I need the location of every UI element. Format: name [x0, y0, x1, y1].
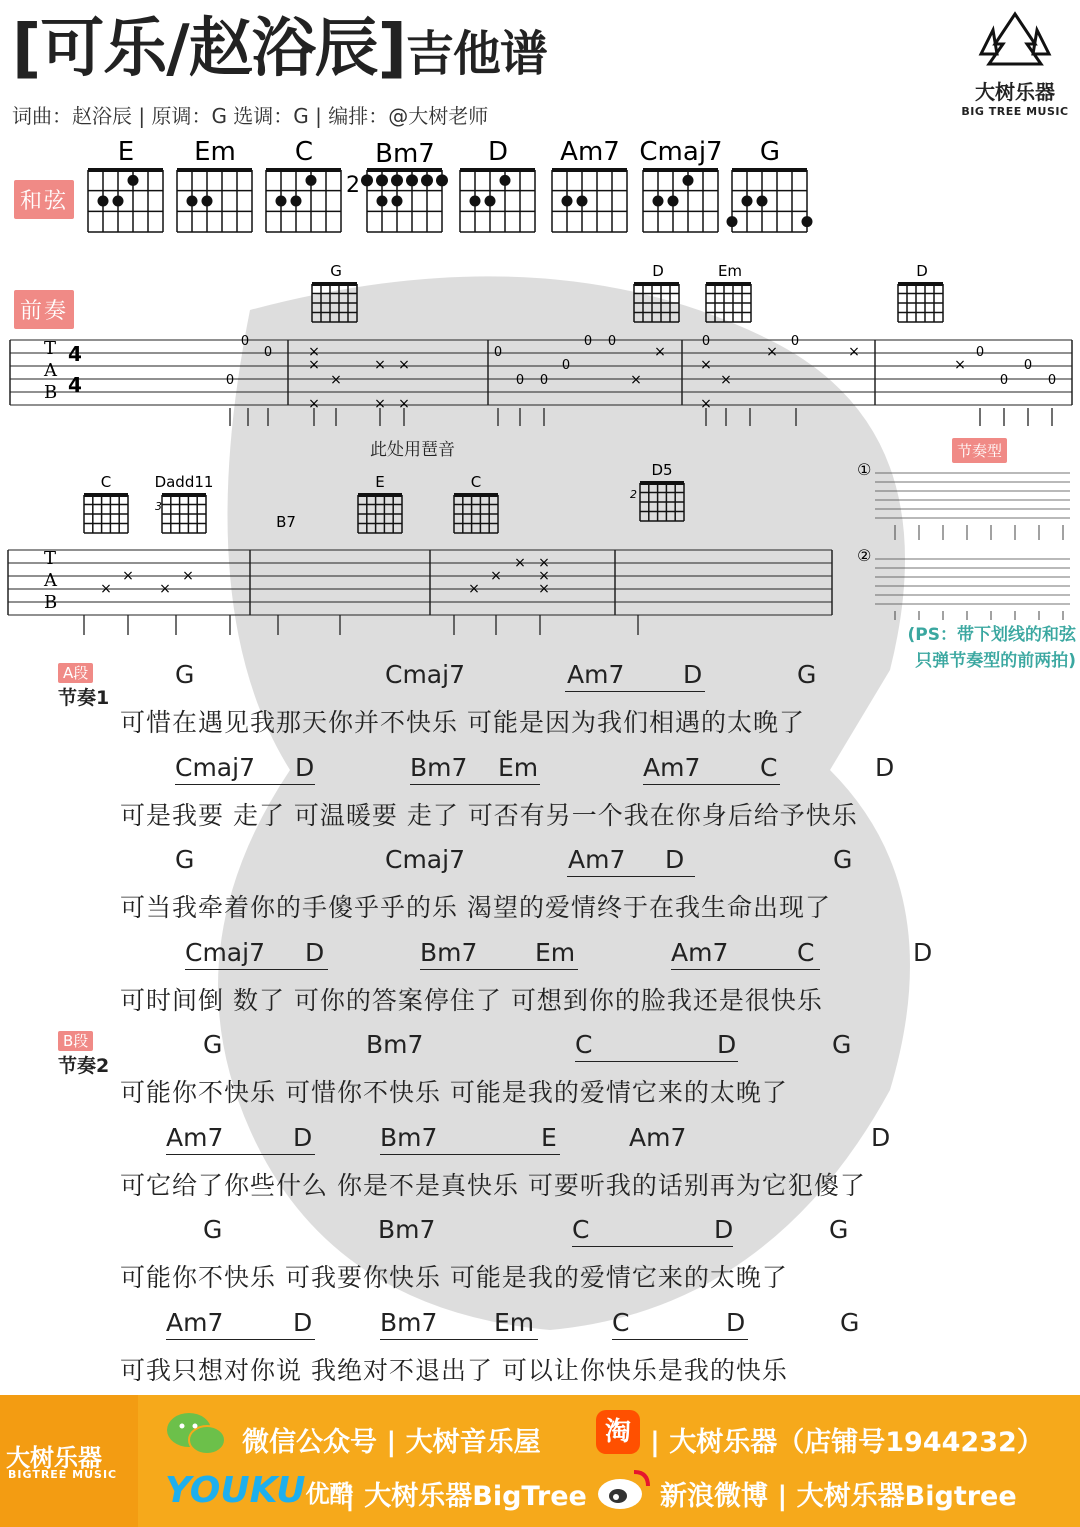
lyric-chord: G — [797, 660, 817, 689]
lyric-chord: Cmaj7 — [175, 752, 255, 782]
chord-underline — [166, 1154, 315, 1155]
finger-dot — [653, 196, 664, 207]
tab-number: 0 — [701, 334, 711, 349]
lyric-chord: Em — [494, 1307, 535, 1337]
lyric-chord: D — [305, 937, 325, 967]
chord-name-Cmaj7: Cmaj7 — [639, 137, 723, 167]
footer-brand-en: BIGTREE MUSIC — [8, 1468, 118, 1481]
chord-underline — [420, 969, 578, 970]
footer-taobao[interactable]: | 大树乐器（店铺号1944232） — [650, 1427, 1044, 1458]
lyric-chord: D — [293, 1122, 313, 1152]
chord-underline — [410, 784, 540, 785]
chord-diagram-Am7 — [552, 170, 627, 232]
intro-chord-grid-G — [312, 284, 357, 322]
intro-label: 前奏 — [14, 290, 74, 329]
lyric-chord: D — [875, 752, 895, 782]
chord-name-D: D — [487, 137, 509, 167]
tab-number: 0 — [975, 345, 985, 360]
tab-mute: × — [630, 372, 642, 388]
credits: 词曲：赵浴辰 | 原调：G 选调：G | 编排：@大树老师 — [12, 104, 489, 128]
rhythm-pattern-number: ② — [857, 546, 872, 565]
finger-dot — [742, 196, 753, 207]
lyric-chord: C — [572, 1215, 590, 1244]
tab-mute-2: × — [182, 568, 194, 584]
chord-diagram-D — [460, 170, 535, 232]
lyric-chord: Bm7 — [380, 1122, 438, 1152]
intro-chord-grid-D — [634, 284, 679, 322]
chord-name-Am7: Am7 — [560, 137, 620, 167]
tab-number: 0 — [1023, 358, 1033, 373]
chord-underline — [565, 691, 705, 692]
intro-chord-G: G — [330, 262, 342, 280]
chord-diagram-C — [266, 170, 341, 232]
tab-mute-2: × — [468, 581, 480, 597]
finger-dot — [577, 196, 588, 207]
finger-dot — [406, 174, 418, 186]
tab-mute: × — [654, 344, 666, 360]
lyric-chord: G — [175, 660, 195, 689]
lyric-chord: Am7 — [671, 937, 729, 967]
lyric-chord: D — [665, 845, 685, 874]
tab-letter-B: B — [44, 382, 58, 403]
lyric-chord: Bm7 — [380, 1307, 438, 1337]
chord-diagram-Bm7 — [361, 170, 448, 232]
intro-chord-grid-D — [898, 284, 943, 322]
tab-mute: × — [330, 372, 342, 388]
lyric-chord: D — [293, 1307, 313, 1337]
staff2-chord-Dadd11: Dadd11 — [154, 473, 214, 491]
lyric-chord: Bm7 — [420, 937, 478, 967]
tab-mute: × — [308, 344, 320, 360]
footer-wechat[interactable]: 微信公众号 | 大树音乐屋 — [242, 1427, 541, 1458]
chord-underline — [643, 784, 780, 785]
chord-diagram-Em — [177, 170, 252, 232]
finger-dot — [98, 196, 109, 207]
chord-underline — [185, 969, 328, 970]
chord-underline — [671, 969, 820, 970]
chord-underline — [575, 1061, 738, 1062]
tab-mute-2: × — [514, 555, 526, 571]
tab-mute: × — [374, 396, 386, 412]
lyric-chord: Em — [535, 937, 576, 967]
tab-mute-2: × — [538, 555, 550, 571]
tab-mute: × — [848, 344, 860, 360]
dadd11-fret-number: 3 — [155, 500, 162, 513]
tab-mute-2: × — [538, 581, 550, 597]
lyric-chord: D — [913, 937, 933, 967]
tab-number: 0 — [225, 373, 235, 388]
finger-dot — [392, 196, 403, 207]
tab-letter-T: T — [44, 338, 57, 359]
lyric-chord: D — [714, 1215, 734, 1244]
lyric-chord: C — [797, 937, 815, 967]
finger-dot — [276, 196, 287, 207]
lyric-line: 可能你不快乐 可惜你不快乐 可能是我的爱情它来的太晚了 — [120, 1078, 788, 1107]
lyric-line: 可它给了你些什么 你是不是真快乐 可要听我的话别再为它犯傻了 — [120, 1170, 866, 1200]
chord-diagram-Cmaj7 — [643, 170, 718, 232]
section-b — [58, 1030, 109, 1078]
tab-number: 0 — [561, 358, 571, 373]
tab-number: 0 — [263, 345, 273, 360]
lyric-chord: Am7 — [568, 845, 626, 874]
finger-dot — [802, 216, 813, 227]
chord-underline — [572, 1246, 733, 1247]
staff2-chord-D5: D5 — [651, 461, 673, 479]
finger-dot — [500, 175, 511, 186]
chord-name-C: C — [294, 137, 314, 167]
staff2-chord-C: C — [470, 473, 482, 491]
bm7-fret-number: 2 — [346, 173, 360, 198]
tab-number: 0 — [493, 345, 503, 360]
staff2-chord-grid-E — [358, 495, 402, 533]
lyric-chord: G — [840, 1307, 860, 1337]
staff2-chord-B7: B7 — [276, 513, 296, 531]
d5-fret-number: 2 — [630, 488, 637, 501]
lyric-chord: D — [683, 660, 703, 689]
arpeggio-note: 此处用琶音 — [370, 440, 455, 460]
tab-mute-2: × — [100, 581, 112, 597]
youku-logo: YOUKU优酷 — [165, 1470, 354, 1511]
intro-chord-Em: Em — [717, 262, 743, 280]
tab-mute: × — [954, 357, 966, 373]
tab-number: 0 — [240, 334, 250, 349]
rhythm-pattern-label: 节奏型 — [952, 438, 1007, 463]
lyric-chord: C — [612, 1307, 630, 1337]
lyric-line: 可能你不快乐 可我要你快乐 可能是我的爱情它来的太晚了 — [120, 1263, 788, 1292]
lyric-chord: Am7 — [629, 1122, 687, 1152]
chord-diagrams — [80, 130, 820, 240]
lyric-chord: D — [726, 1307, 746, 1337]
lyric-line: 可时间倒 数了 可你的答案停住了 可想到你的脸我还是很快乐 — [120, 985, 823, 1015]
staff2-chord-E: E — [375, 473, 385, 491]
finger-dot — [291, 196, 302, 207]
staff2-chord-grid-D5 — [640, 483, 684, 521]
tab-mute: × — [308, 396, 320, 412]
lyric-chord: Cmaj7 — [385, 660, 465, 689]
tab-number: 0 — [515, 373, 525, 388]
finger-dot — [683, 175, 694, 186]
lyric-chord: Am7 — [643, 752, 701, 782]
finger-dot — [485, 196, 496, 207]
lyric-line: 可惜在遇见我那天你并不快乐 可能是因为我们相遇的太晚了 — [120, 708, 805, 737]
lyric-chord: Bm7 — [410, 752, 468, 782]
footer-youku[interactable]: | 大树乐器BigTree — [345, 1481, 587, 1512]
footer-brand-cn: 大树乐器 — [6, 1444, 102, 1472]
tab-mute: × — [720, 372, 732, 388]
finger-dot — [727, 216, 738, 227]
lyric-chord: D — [295, 752, 315, 782]
finger-dot — [391, 174, 403, 186]
chord-underline — [612, 1339, 748, 1340]
section-a-tag: A段 — [58, 663, 93, 683]
tab-number: 0 — [999, 373, 1009, 388]
tab-mute: × — [700, 396, 712, 412]
time-sig-top: 4 — [68, 342, 82, 366]
chord-diagram-E — [88, 170, 163, 232]
chord-name-Em: Em — [194, 137, 236, 167]
staff2-chord-C: C — [100, 473, 112, 491]
taobao-icon: 淘 — [596, 1410, 640, 1454]
tab-mute: × — [374, 357, 386, 373]
wechat-icon — [165, 1410, 229, 1458]
chord-underline — [380, 1154, 560, 1155]
second-tab-staff — [0, 460, 850, 645]
tab-mute-2: × — [159, 581, 171, 597]
lyric-chord: E — [541, 1122, 557, 1152]
tab-mute: × — [308, 357, 320, 373]
lyric-chord: Am7 — [166, 1122, 224, 1152]
chord-diagram-G — [727, 170, 813, 232]
tab-number: 0 — [607, 334, 617, 349]
lyric-chord: Cmaj7 — [185, 937, 265, 967]
section-a-rhythm: 节奏1 — [58, 687, 110, 709]
tree-logo-icon — [975, 10, 1055, 72]
chords-label: 和弦 — [14, 180, 74, 219]
page-title: [可乐/赵浴辰]吉他谱 — [12, 12, 547, 86]
lyric-chord: C — [760, 752, 778, 782]
finger-dot — [436, 174, 448, 186]
tab-number: 0 — [583, 334, 593, 349]
tab-mute: × — [700, 357, 712, 373]
finger-dot — [377, 196, 388, 207]
time-sig-bottom: 4 — [68, 373, 82, 397]
lyric-chord: Bm7 — [378, 1215, 436, 1244]
intro-chord-D: D — [652, 262, 664, 280]
finger-dot — [113, 196, 124, 207]
lyric-chord: Am7 — [166, 1307, 224, 1337]
lyric-chord: G — [175, 845, 195, 874]
finger-dot — [128, 175, 139, 186]
rhythm-pattern-number: ① — [857, 460, 872, 479]
ps-note: (PS：带下划线的和弦 只弹节奏型的前两拍) — [907, 625, 1076, 671]
tab-number: 0 — [539, 373, 549, 388]
chord-name-E: E — [117, 137, 135, 167]
finger-dot — [376, 174, 388, 186]
tab-number: 0 — [1047, 373, 1057, 388]
intro-chord-D: D — [916, 262, 928, 280]
finger-dot — [202, 196, 213, 207]
lyric-line: 可是我要 走了 可温暖要 走了 可否有另一个我在你身后给予快乐 — [120, 800, 858, 830]
tab-letter-A: A — [44, 360, 57, 381]
chord-underline — [166, 1339, 315, 1340]
lyric-chord: G — [833, 845, 853, 874]
lyric-chord: C — [575, 1030, 593, 1059]
section-b-rhythm: 节奏2 — [58, 1055, 110, 1077]
footer-weibo[interactable]: 新浪微博 | 大树乐器Bigtree — [660, 1481, 1017, 1512]
tab-mute-2: × — [490, 568, 502, 584]
staff2-chord-grid-Dadd11 — [162, 495, 206, 533]
section-b-tag: B段 — [58, 1031, 93, 1051]
lyric-chord: Bm7 — [366, 1030, 424, 1059]
finger-dot — [470, 196, 481, 207]
lyric-chord: G — [832, 1030, 852, 1059]
tab-mute-2: × — [538, 568, 550, 584]
tab-mute: × — [398, 396, 410, 412]
chord-underline — [380, 1339, 538, 1340]
lyric-line: 可当我牵着你的手傻乎乎的乐 渴望的爱情终于在我生命出现了 — [120, 893, 831, 922]
section-a — [58, 662, 109, 710]
brand-logo: 大树乐器 BIG TREE MUSIC — [955, 10, 1075, 118]
lyric-line: 可我只想对你说 我绝对不退出了 可以让你快乐是我的快乐 — [120, 1355, 788, 1385]
staff2-chord-grid-C — [84, 495, 128, 533]
lyric-chord: Cmaj7 — [385, 845, 465, 874]
tab-mute: × — [398, 357, 410, 373]
finger-dot — [562, 196, 573, 207]
lyric-chord: D — [871, 1122, 891, 1152]
tab-letter-2-A: A — [44, 570, 57, 591]
finger-dot — [306, 175, 317, 186]
intro-tab-staff — [0, 258, 1080, 458]
finger-dot — [361, 174, 373, 186]
chord-underline — [567, 876, 695, 877]
tab-letter-2-T: T — [44, 548, 57, 569]
finger-dot — [187, 196, 198, 207]
weibo-icon — [596, 1466, 652, 1512]
chord-name-Bm7: Bm7 — [375, 139, 435, 169]
tab-mute: × — [766, 344, 778, 360]
lyric-chord: G — [203, 1215, 223, 1244]
finger-dot — [421, 174, 433, 186]
lyric-chord: Em — [498, 752, 539, 782]
lyric-chord: G — [203, 1030, 223, 1059]
chord-underline — [175, 784, 315, 785]
lyric-chord: D — [717, 1030, 737, 1059]
tab-number: 0 — [790, 334, 800, 349]
finger-dot — [757, 196, 768, 207]
finger-dot — [668, 196, 679, 207]
staff2-chord-grid-C — [454, 495, 498, 533]
chord-name-G: G — [759, 137, 781, 167]
tab-letter-2-B: B — [44, 592, 58, 613]
rhythm-patterns — [855, 455, 1080, 620]
lyric-chord: Am7 — [567, 660, 625, 689]
tab-mute-2: × — [122, 568, 134, 584]
intro-chord-grid-Em — [706, 284, 751, 322]
lyric-chord: G — [829, 1215, 849, 1244]
